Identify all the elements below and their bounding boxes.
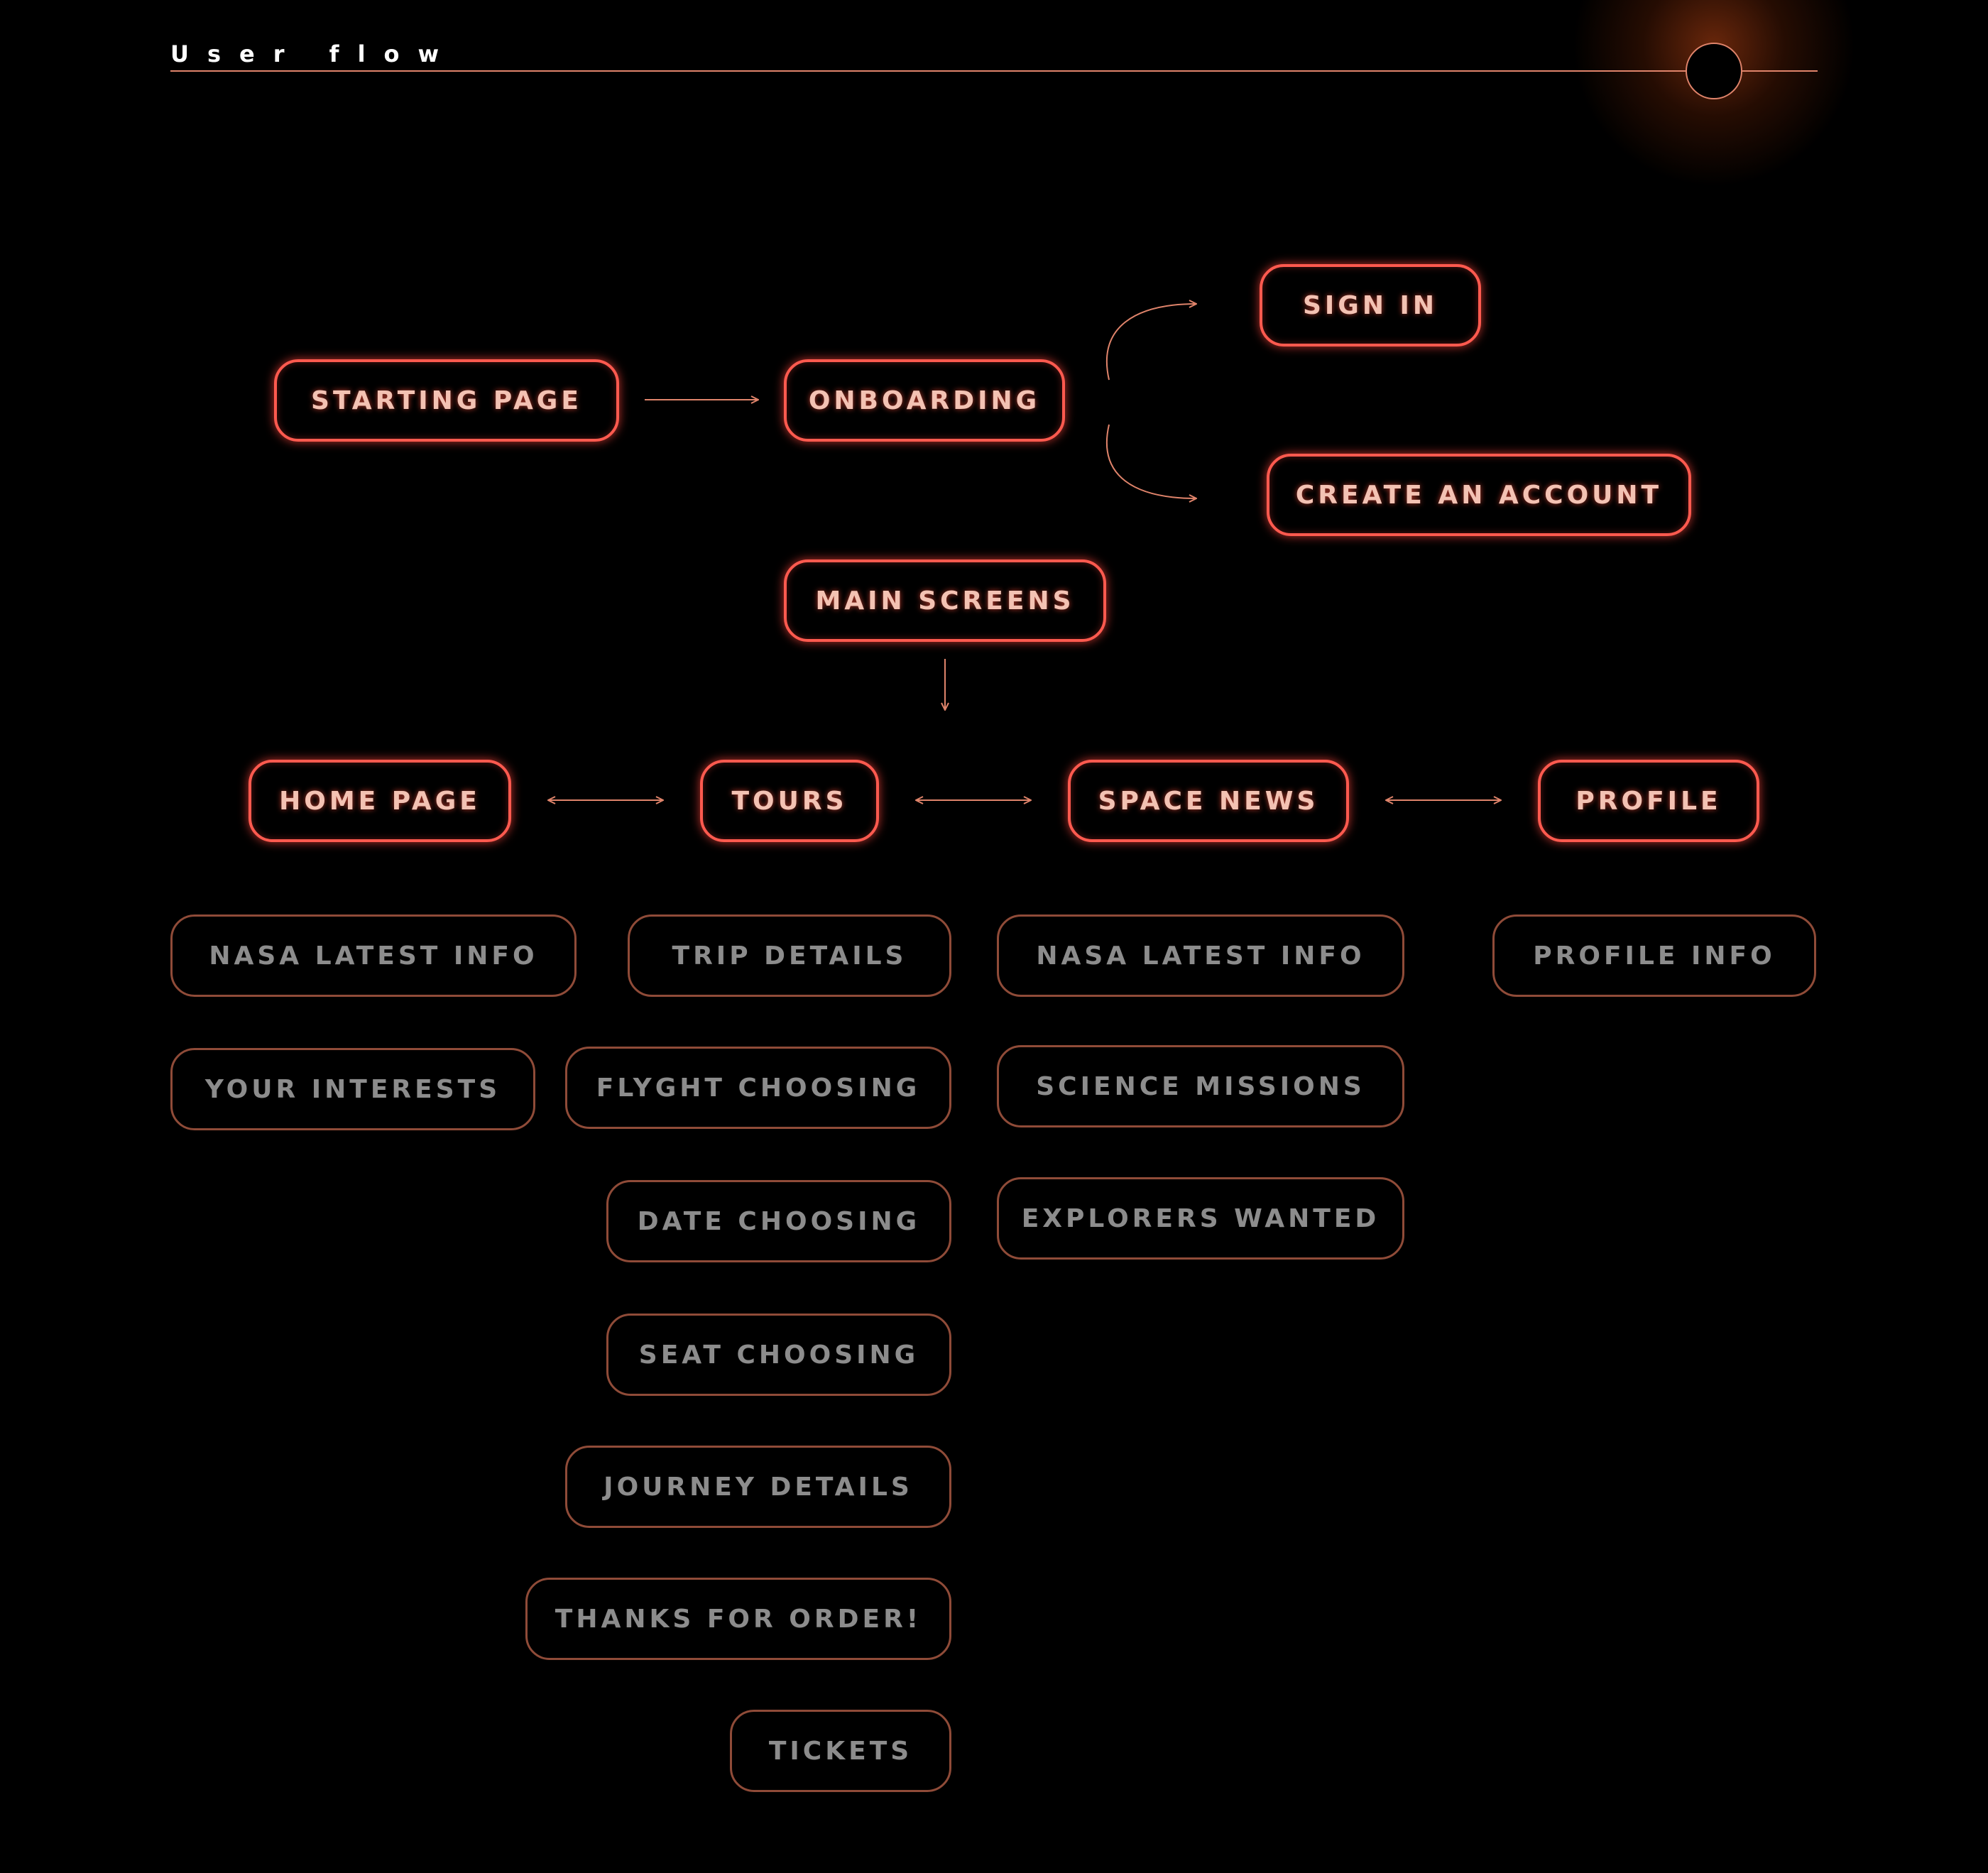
node-create-account: CREATE AN ACCOUNT [1267,454,1691,536]
node-onboarding: ONBOARDING [784,359,1065,442]
arrow-onboarding-to-sign-in [1107,304,1196,380]
node-home-page: HOME PAGE [248,760,511,842]
tours-item-flyght-choosing: FLYGHT CHOOSING [565,1047,951,1129]
home-item-your-interests: YOUR INTERESTS [170,1048,535,1130]
news-item-nasa-latest-info: NASA LATEST INFO [997,914,1404,997]
node-space-news: SPACE NEWS [1068,760,1349,842]
node-profile: PROFILE [1538,760,1759,842]
tours-item-trip-details: TRIP DETAILS [628,914,951,997]
node-main-screens: MAIN SCREENS [784,559,1106,642]
news-item-science-missions: SCIENCE MISSIONS [997,1045,1404,1127]
tours-item-date-choosing: DATE CHOOSING [606,1180,951,1262]
tours-item-seat-choosing: SEAT CHOOSING [606,1314,951,1396]
node-tours: TOURS [700,760,879,842]
home-item-nasa-latest-info: NASA LATEST INFO [170,914,577,997]
tours-item-thanks-for-order: THANKS FOR ORDER! [525,1578,951,1660]
profile-item-profile-info: PROFILE INFO [1492,914,1816,997]
node-starting-page: STARTING PAGE [274,359,619,442]
tours-item-tickets: TICKETS [730,1710,951,1792]
header-circle-icon [1686,43,1742,99]
tours-item-journey-details: JOURNEY DETAILS [565,1446,951,1528]
page-title: User flow [170,40,458,67]
news-item-explorers-wanted: EXPLORERS WANTED [997,1177,1404,1260]
node-sign-in: SIGN IN [1260,264,1481,346]
arrow-onboarding-to-create-account [1107,425,1196,498]
header-divider [170,70,1818,72]
